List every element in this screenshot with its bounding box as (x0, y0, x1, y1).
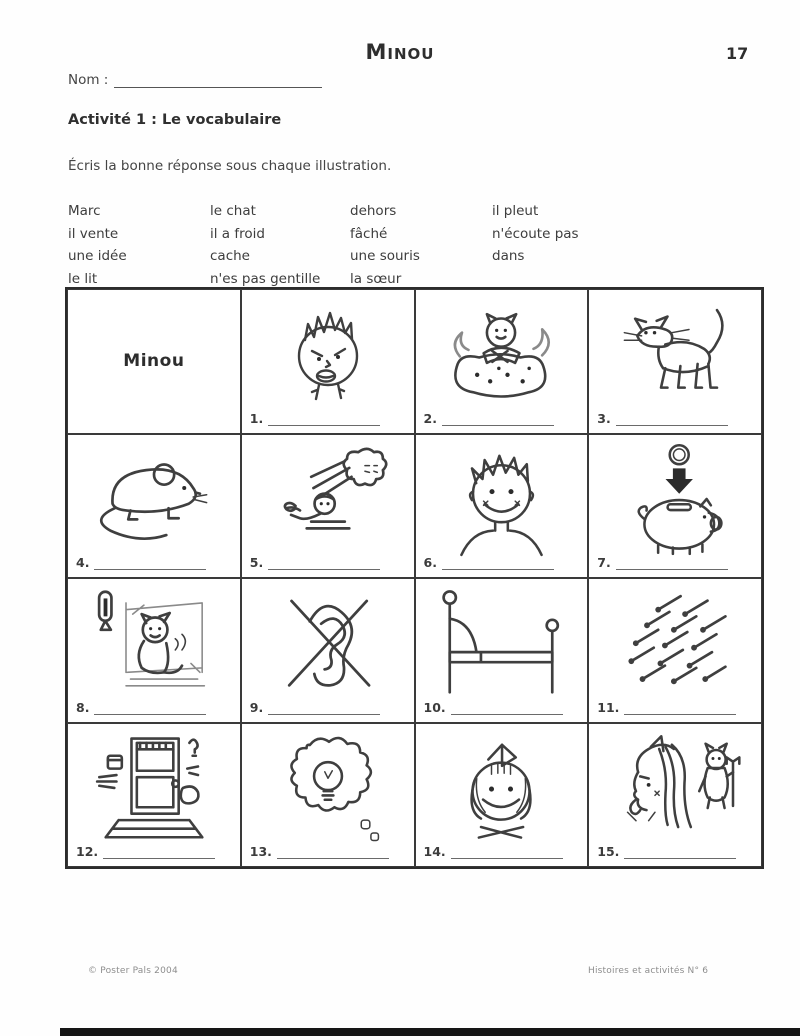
grid-cell-5 (241, 434, 415, 579)
grid-cell-4 (67, 434, 241, 579)
name-blank-line (114, 73, 322, 88)
answer-blank (277, 848, 389, 859)
angry-spiky-face-icon (269, 296, 387, 406)
cell-number: 15. (597, 844, 620, 859)
answer-blank (103, 848, 215, 859)
answer-blank (94, 559, 206, 570)
cell-number: 5. (249, 555, 264, 570)
answer-blank (624, 704, 736, 715)
wind-cloud-blowing-person-icon (253, 441, 403, 553)
grid-cell-10 (415, 578, 589, 723)
name-label: Nom : (68, 72, 109, 88)
illustration-grid (65, 287, 764, 869)
cell-number: 9. (249, 699, 264, 715)
answer-blank (442, 415, 554, 426)
smiling-boy-icon (439, 441, 564, 557)
word: il a froid (210, 225, 265, 242)
word: le chat (210, 203, 256, 219)
grid-cell-13 (241, 723, 415, 868)
word: le lit (68, 270, 98, 287)
rain-streaks-icon (600, 585, 750, 697)
cell-number: 8. (76, 699, 90, 715)
answer-blank (268, 559, 380, 570)
grid-cell-14 (415, 723, 589, 868)
mouse-icon (79, 441, 229, 553)
grid-cell-2 (415, 289, 589, 434)
word-bank-column-1 (68, 200, 210, 290)
answer-blank (451, 704, 563, 715)
coin-into-piggy-bank-icon (610, 441, 740, 557)
grid-cell-1 (241, 289, 415, 434)
cat-hiding-behind-rock-icon (436, 296, 566, 406)
cell-number: 10. (423, 699, 446, 715)
copyright-text: © Poster Pals 2004 (88, 966, 178, 976)
crossed-out-ear-icon (268, 585, 388, 699)
word: n'écoute pas (492, 225, 579, 242)
answer-blank (94, 704, 206, 715)
cell-number: 1. (249, 410, 264, 426)
page-number: 17 (726, 44, 749, 63)
series-title-text: Histoires et activités N° 6 (588, 966, 709, 976)
grid-cell-11 (588, 578, 762, 723)
bed-icon (423, 585, 579, 697)
cell-number: 12. (76, 844, 99, 859)
word-bank-column-3 (350, 200, 492, 290)
grid-header-cell (67, 289, 241, 434)
answer-blank (616, 559, 728, 570)
mean-girl-with-devil-icon (600, 730, 750, 846)
word: il vente (68, 225, 119, 242)
grid-cell-15 (588, 723, 762, 868)
door-with-steps-icon (79, 730, 229, 848)
cell-number: 11. (597, 699, 620, 715)
cell-number: 2. (423, 410, 437, 426)
grid-cell-8 (67, 578, 241, 723)
thermometer-cold-cat-icon (79, 585, 229, 697)
cell-number: 14. (423, 844, 446, 859)
answer-blank (268, 415, 380, 426)
word: n'es pas gentille (210, 270, 321, 287)
cell-number: 6. (423, 555, 437, 570)
grid-cell-3 (588, 289, 762, 434)
cell-number: 13. (249, 844, 272, 859)
name-field-row (68, 72, 322, 88)
cell-number: 4. (76, 555, 90, 570)
idea-thought-bubble-lightbulb-icon (263, 730, 393, 848)
answer-blank (624, 848, 736, 859)
smiling-girl-with-bow-icon (437, 730, 565, 846)
answer-blank (268, 704, 380, 715)
word: la sœur (350, 270, 402, 287)
answer-blank (616, 415, 728, 426)
activity-title: Activité 1 : Le vocabulaire (68, 112, 282, 128)
word: dehors (350, 203, 397, 219)
walking-cat-icon (605, 296, 745, 406)
cell-number: 7. (597, 555, 611, 570)
word-bank (68, 200, 708, 290)
grid-cell-6 (415, 434, 589, 579)
answer-blank (451, 848, 563, 859)
instructions-text: Écris la bonne réponse sous chaque illustration. (68, 158, 392, 174)
word: une idée (68, 248, 127, 264)
answer-blank (442, 559, 554, 570)
word: dans (492, 248, 525, 264)
word-bank-column-4 (492, 200, 642, 290)
page-title: Minou (365, 40, 435, 64)
scan-edge-bar (60, 1028, 800, 1036)
word: Marc (68, 203, 101, 219)
word: il pleut (492, 203, 539, 219)
minou-label: Minou (123, 351, 185, 372)
word-bank-column-2 (210, 200, 350, 290)
cell-number: 3. (597, 410, 611, 426)
grid-cell-7 (588, 434, 762, 579)
word: fâché (350, 225, 388, 242)
grid-cell-12 (67, 723, 241, 868)
word: cache (210, 248, 250, 264)
word: une souris (350, 248, 420, 264)
grid-cell-9 (241, 578, 415, 723)
